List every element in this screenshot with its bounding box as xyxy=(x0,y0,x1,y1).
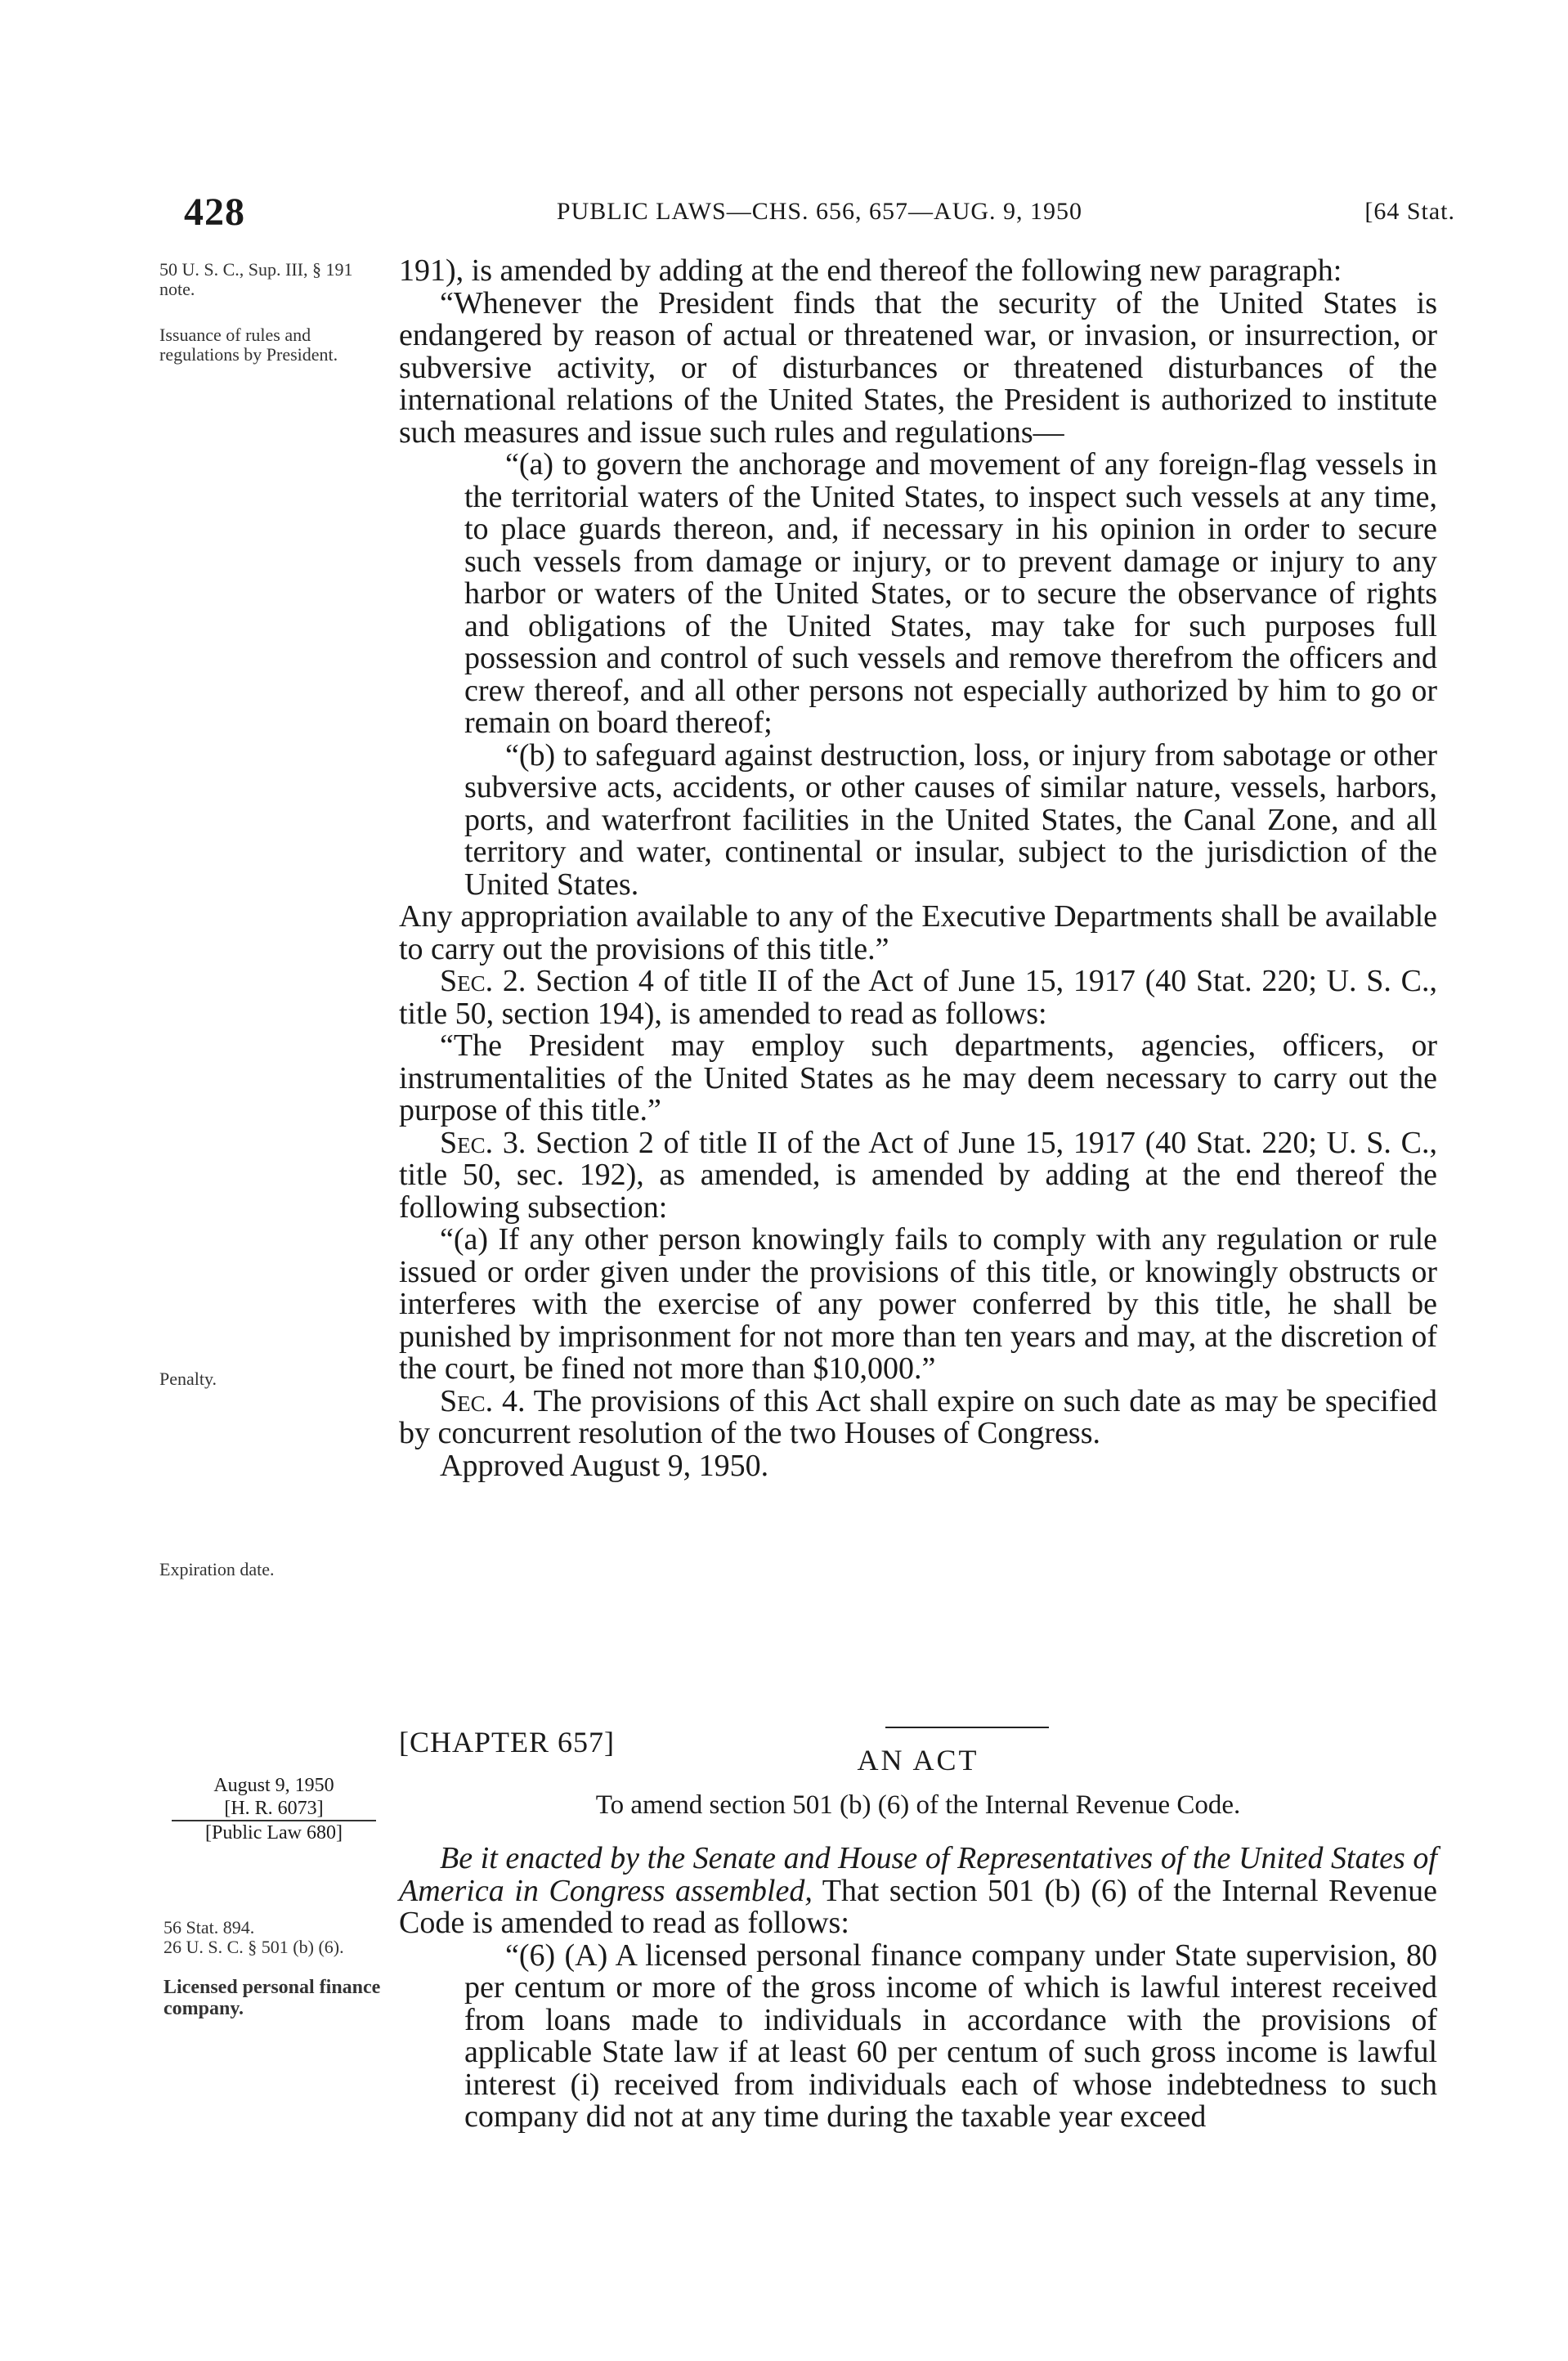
approved-date: Approved August 9, 1950. xyxy=(440,1448,769,1483)
enacting-clause xyxy=(399,1843,1437,1940)
act-title: To amend section 501 (b) (6) of the Internal Revenue Code. xyxy=(595,1790,1241,1820)
paragraph-subsection-b: “(b) to safeguard against destruction, loss, or injury from sabotage or other subversive acts, accidents, or other causes of similar nature, vessels, harbors, ports, and waterfront facilities in the United States, the Canal Zone, and all territory and water, continental or insular, subject to the jurisdiction of the United States. xyxy=(464,737,1437,902)
margin-note-56-stat: 56 Stat. 894. xyxy=(164,1917,255,1938)
section-4-text: The provisions of this Act shall expire on such date as may be specified by concurrent resolution of the two Houses of Congress. xyxy=(399,1383,1437,1450)
page-header xyxy=(184,190,1455,239)
side-block-bill-info xyxy=(172,1774,376,1844)
chapter-657-heading xyxy=(399,1725,1437,1823)
running-head: PUBLIC LAWS—CHS. 656, 657—AUG. 9, 1950 xyxy=(556,198,1083,225)
page-number: 428 xyxy=(184,190,245,234)
section-2 xyxy=(399,965,1437,1030)
chapter-657-body xyxy=(399,1843,1437,2134)
margin-note-usc-ref: 50 U. S. C., Sup. III, § 191 note. xyxy=(159,259,353,299)
paragraph-whenever: “Whenever the President finds that the security of the United States is endangered by reason of actual or threatened war, or invasion, or insurrection, or subversive activity, or of disturbances or threatened disturbances of the international relations of the United States, the President is authorized to institute such measures and issue such rules and regulations— xyxy=(399,285,1437,450)
section-3 xyxy=(399,1127,1437,1225)
enacting-clause-text: That section 501 (b) (6) of the Internal Revenue Code is amended to read as follows: xyxy=(399,1873,1437,1940)
side-public-law: [Public Law 680] xyxy=(205,1822,343,1844)
margin-note-expiration: Expiration date. xyxy=(159,1559,275,1579)
section-divider-rule xyxy=(885,1727,1049,1728)
section-3-label: Sec. 3. xyxy=(440,1125,526,1160)
paragraph-intro: 191), is amended by adding at the end thereof the following new paragraph: xyxy=(399,253,1342,288)
section-2-label: Sec. 2. xyxy=(440,964,526,998)
margin-note-licensed: Licensed personal finance company. xyxy=(164,1977,381,2019)
chapter-656-body xyxy=(399,255,1437,1482)
statute-reference: [64 Stat. xyxy=(1364,198,1455,225)
chapter-label: [CHAPTER 657] xyxy=(399,1726,615,1758)
an-act-heading: AN ACT xyxy=(857,1744,979,1776)
section-3-text: Section 2 of title II of the Act of June 15, 1917 (40 Stat. 220; U. S. C., title 50, sec. 192), as amended, is amended by adding at the end thereof the following subsection: xyxy=(399,1125,1437,1225)
paragraph-licensed-finance: “(6) (A) A licensed personal finance company under State supervision, 80 per centum or more of the gross income of which is lawful interest received from loans made to individuals in accordance with the provisions of applicable State law if at least 60 per centum of such gross income is lawful interest (i) received from individuals each of whose indebtedness to such company did not at any time during the taxable year exceed xyxy=(464,1938,1437,2134)
paragraph-president-employ: “The President may employ such departments, agencies, officers, or instrumentalities of the United States as he may deem necessary to carry out the purpose of this title.” xyxy=(399,1028,1437,1127)
side-hr-number: [H. R. 6073] xyxy=(172,1797,376,1821)
side-date: August 9, 1950 xyxy=(213,1775,334,1796)
section-2-text: Section 4 of title II of the Act of June 15, 1917 (40 Stat. 220; U. S. C., title 50, section 194), is amended to read as follows: xyxy=(399,964,1437,1031)
section-4-label: Sec. 4. xyxy=(440,1383,526,1418)
paragraph-appropriation: Any appropriation available to any of the Executive Departments shall be available to carry out the provisions of this title.” xyxy=(399,899,1437,966)
paragraph-penalty-subsection: “(a) If any other person knowingly fails to comply with any regulation or rule issued or order given under the provisions of this title, or knowingly obstructs or interferes with the exercise of any power conferred by this title, he shall be punished by imprisonment for not more than ten years and may, at the discretion of the court, be fined not more than $10,000.” xyxy=(399,1222,1437,1386)
enacting-clause-italic: Be it enacted by the Senate and House of Representatives of the United States of America in Congress assembled, xyxy=(399,1841,1437,1908)
section-4 xyxy=(399,1383,1437,1450)
margin-note-issuance: Issuance of rules and regulations by President. xyxy=(159,325,338,365)
margin-note-26-usc: 26 U. S. C. § 501 (b) (6). xyxy=(164,1937,344,1957)
margin-note-penalty: Penalty. xyxy=(159,1369,217,1389)
paragraph-subsection-a: “(a) to govern the anchorage and movement of any foreign-flag vessels in the territorial waters of the United States, to inspect such vessels at any time, to place guards thereon, and, if necessary in his opinion in order to secure such vessels from damage or injury, or to prevent damage or injury to any harbor or waters of the United States, or to secure the observance of rights and obligations of the United States, may take for such purposes full possession and control of such vessels and remove therefrom the officers and crew thereof, and all other persons not especially authorized by him to go or remain on board thereof; xyxy=(464,447,1437,740)
